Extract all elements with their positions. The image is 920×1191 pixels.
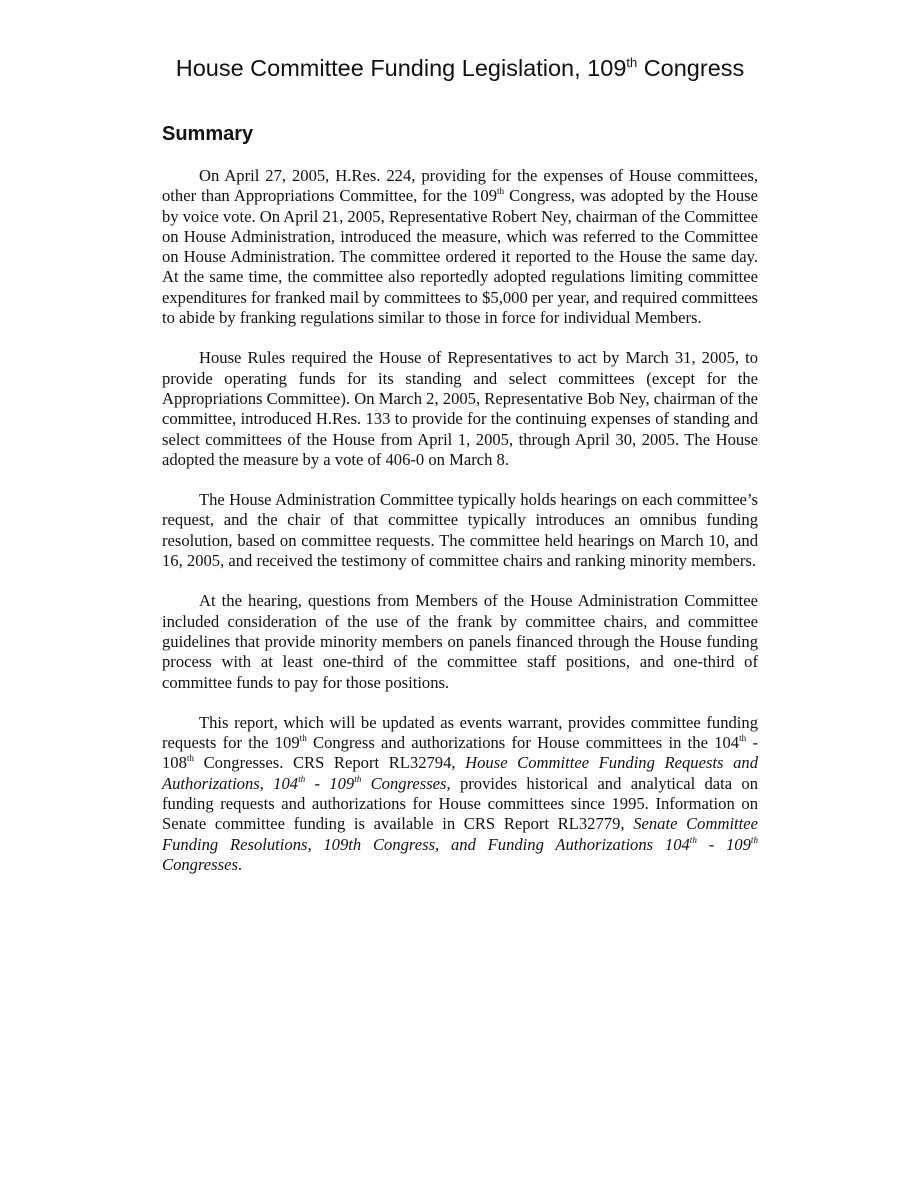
- summary-paragraph: [162, 713, 758, 875]
- italic-citation-text: - 109: [305, 773, 355, 793]
- title-text-suffix: Congress: [637, 55, 745, 81]
- superscript-ordinal: th: [354, 773, 362, 784]
- paragraph-text: Congress and authorizations for House committees in the 104: [306, 733, 740, 753]
- paragraph-text: On April 27, 2005, H.Res. 224, providing for the expenses of House committees, other than Appropriations Committee, for the 109: [162, 166, 758, 206]
- summary-paragraph: [162, 166, 758, 328]
- summary-body: [162, 166, 758, 895]
- superscript-ordinal: th: [750, 834, 759, 845]
- paragraph-text: This report, which will be updated as events warrant, provides committee funding requests for the 109: [162, 712, 758, 753]
- superscript-ordinal: th: [299, 733, 307, 744]
- paragraph-text: The House Administration Committee typically holds hearings on each committee’s request, and the chair of that committee typically introduces an omnibus funding resolution, based on committee requests. The committee held hearings on March 10, and 16, 2005, and received the testimony of committee chairs and ranking minority members.: [162, 490, 758, 571]
- superscript-ordinal: th: [689, 834, 697, 845]
- summary-paragraph: [162, 348, 758, 470]
- document-title: [0, 53, 920, 83]
- italic-citation-text: - 109: [696, 834, 751, 854]
- title-text: House Committee Funding Legislation, 109: [175, 55, 627, 81]
- superscript-ordinal: th: [739, 733, 747, 744]
- superscript-ordinal: th: [186, 753, 194, 764]
- superscript-ordinal: th: [497, 186, 505, 197]
- paragraph-text: , provides historical and analytical data on funding requests and authorizations for House committees since 1995. Information on Senate committee funding is available in CRS Report RL32779,: [162, 773, 759, 834]
- paragraph-text: - 108: [162, 733, 758, 773]
- paragraph-text: .: [237, 854, 243, 874]
- summary-paragraph: [162, 591, 758, 692]
- italic-citation-text: Congresses: [162, 854, 238, 874]
- superscript-ordinal: th: [298, 773, 306, 784]
- italic-citation-text: House Committee Funding Requests and Authorizations, 104: [162, 753, 758, 793]
- title-superscript: th: [626, 54, 638, 70]
- paragraph-text: Congress, was adopted by the House by voice vote. On April 21, 2005, Representative Robert Ney, chairman of the Committee on House Administration, introduced the measure, which was referred to the Committee on House Administration. The committee ordered it reported to the House the same day. At the same time, the committee also reportedly adopted regulations limiting committee expenditures for franked mail by committees to $5,000 per year, and required committees to abide by franking regulations similar to those in force for individual Members.: [162, 186, 758, 328]
- paragraph-text: House Rules required the House of Representatives to act by March 31, 2005, to provide operating funds for its standing and select committees (except for the Appropriations Committee). On March 2, 2005, Representative Bob Ney, chairman of the committee, introduced H.Res. 133 to provide for the continuing expenses of standing and select committees of the House from April 1, 2005, through April 30, 2005. The House adopted the measure by a vote of 406-0 on March 8.: [162, 348, 758, 469]
- summary-paragraph: [162, 490, 758, 571]
- paragraph-text: Congresses. CRS Report RL32794,: [194, 753, 466, 773]
- italic-citation-text: Senate Committee Funding Resolutions, 109th Congress, and Funding Authorizations 104: [162, 814, 759, 854]
- italic-citation-text: Congresses: [361, 773, 447, 793]
- section-heading-summary: Summary: [162, 123, 254, 145]
- paragraph-text: At the hearing, questions from Members of the House Administration Committee included consideration of the use of the frank by committee chairs, and committee guidelines that provide minority members on panels financed through the House funding process with at least one-third of the committee staff positions, and one-third of committee funds to pay for those positions.: [162, 591, 758, 692]
